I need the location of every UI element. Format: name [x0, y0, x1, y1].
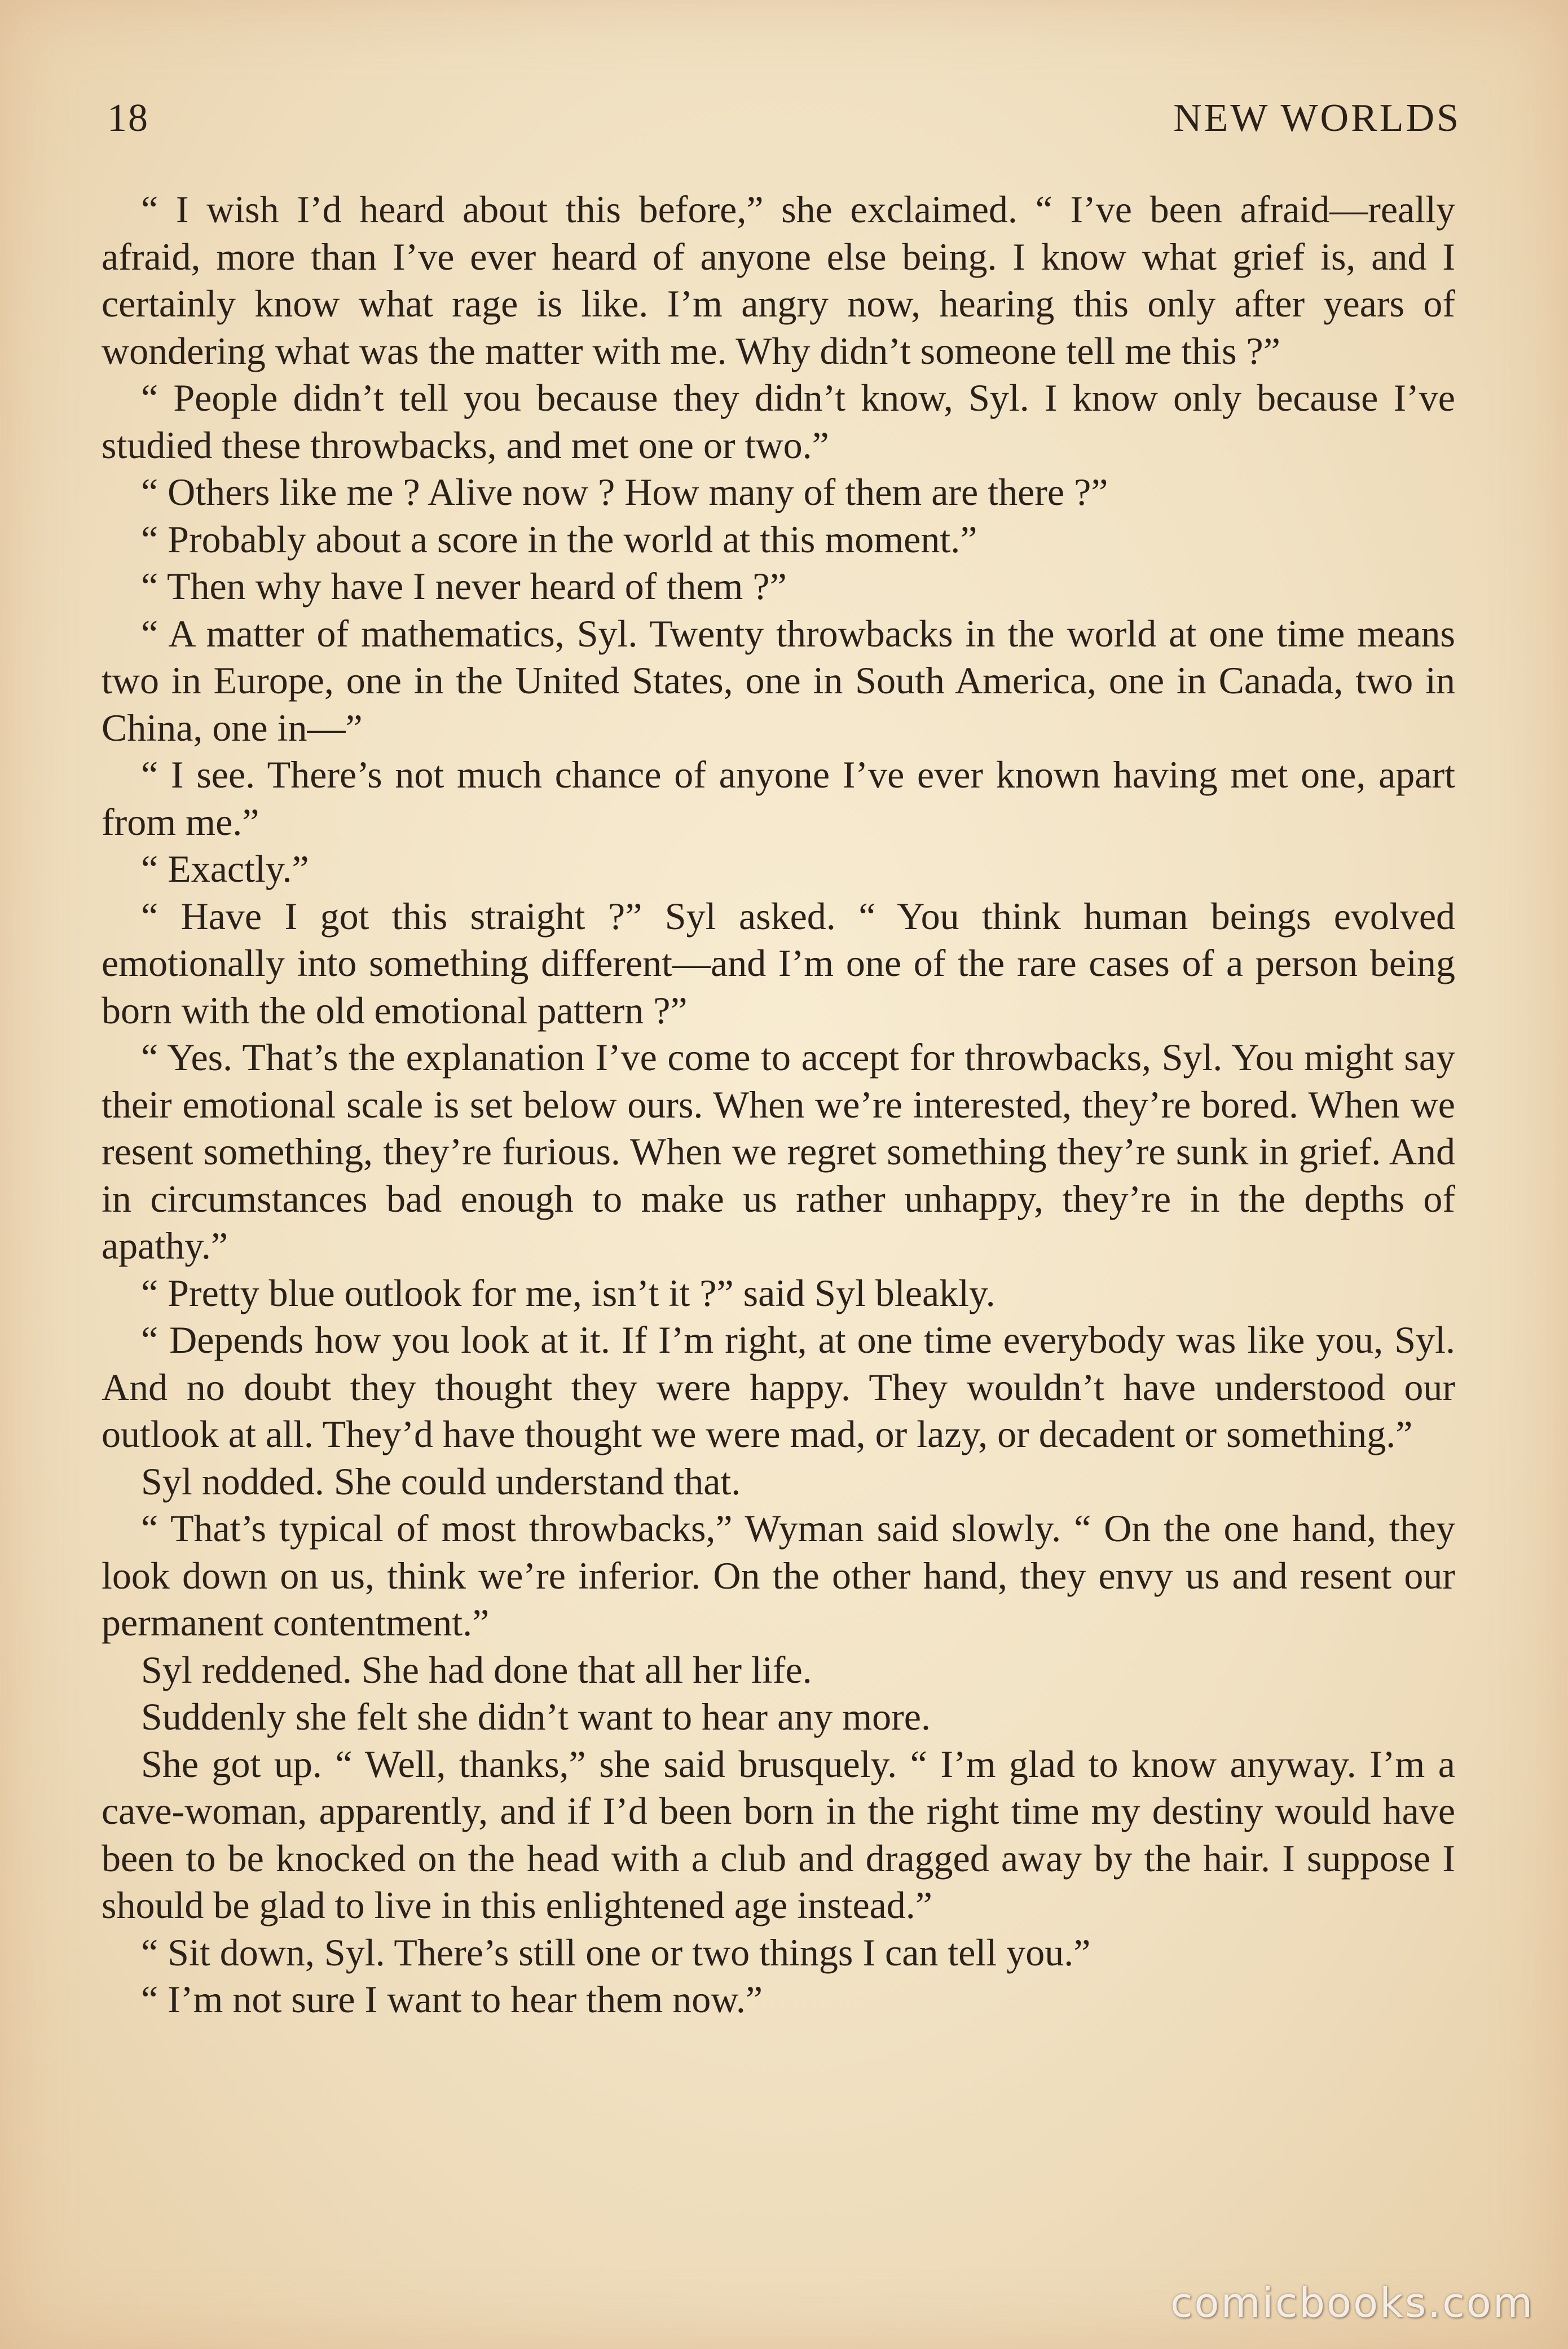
watermark-logo: comicbooks.com: [1170, 2279, 1534, 2326]
page-number: 18: [107, 96, 149, 140]
paragraph: “ Have I got this straight ?” Syl asked. “ You think human beings evolved emotionally into something different—and I’m one of the rare cases of a person being born with the old emotional pattern ?”: [102, 894, 1455, 1032]
paragraph: “ People didn’t tell you because they didn’t know, Syl. I know only because I’ve studied these throwbacks, and met one or two.”: [102, 376, 1455, 467]
running-head: NEW WORLDS: [1173, 96, 1461, 140]
paragraph: Syl reddened. She had done that all her life.: [141, 1648, 812, 1691]
page-header: [107, 96, 1461, 152]
body-text: [102, 186, 1455, 2024]
paragraph: “ Then why have I never heard of them ?”: [141, 565, 787, 608]
paragraph: “ I wish I’d heard about this before,” she exclaimed. “ I’ve been afraid—really afraid, more than I’ve ever heard of anyone else being. I know what grief is, and I certainly know what rage is like. I’m angry now, hearing this only after years of wondering what was the matter with me. Why didn’t someone tell me this ?”: [102, 188, 1455, 372]
paragraph: “ I see. There’s not much chance of anyone I’ve ever known having met one, apart from me.”: [102, 753, 1455, 843]
paragraph: She got up. “ Well, thanks,” she said brusquely. “ I’m glad to know anyway. I’m a cave-woman, apparently, and if I’d been born in the right time my destiny would have been to be knocked on the head with a club and dragged away by the hair. I suppose I should be glad to live in this enlightened age instead.”: [102, 1742, 1455, 1926]
paragraph: Suddenly she felt she didn’t want to hear any more.: [141, 1695, 931, 1738]
paragraph: Syl nodded. She could understand that.: [141, 1459, 741, 1503]
paragraph: “ That’s typical of most throwbacks,” Wyman said slowly. “ On the one hand, they look down on us, think we’re inferior. On the other hand, they envy us and resent our permanent contentment.”: [102, 1507, 1455, 1644]
paragraph: “ Depends how you look at it. If I’m right, at one time everybody was like you, Syl. And no doubt they thought they were happy. They wouldn’t have understood our outlook at all. They’d have thought we were mad, or lazy, or decadent or something.”: [102, 1318, 1455, 1455]
paragraph: “ Sit down, Syl. There’s still one or two things I can tell you.”: [141, 1930, 1091, 1974]
paragraph: “ Yes. That’s the explanation I’ve come to accept for throwbacks, Syl. You might say their emotional scale is set below ours. When we’re interested, they’re bored. When we resent something, they’re furious. When we regret something they’re sunk in grief. And in circumstances bad enough to make us rather unhappy, they’re in the depths of apathy.”: [102, 1036, 1455, 1267]
paragraph: “ Exactly.”: [141, 847, 309, 890]
paragraph: “ I’m not sure I want to hear them now.”: [141, 1978, 763, 2021]
paragraph: “ Probably about a score in the world at this moment.”: [141, 517, 977, 561]
paragraph: “ A matter of mathematics, Syl. Twenty throwbacks in the world at one time means two in Europe, one in the United States, one in South America, one in Canada, two in China, one in—”: [102, 612, 1455, 749]
paragraph: “ Pretty blue outlook for me, isn’t it ?” said Syl bleakly.: [141, 1271, 996, 1314]
paragraph: “ Others like me ? Alive now ? How many of them are there ?”: [141, 470, 1108, 513]
